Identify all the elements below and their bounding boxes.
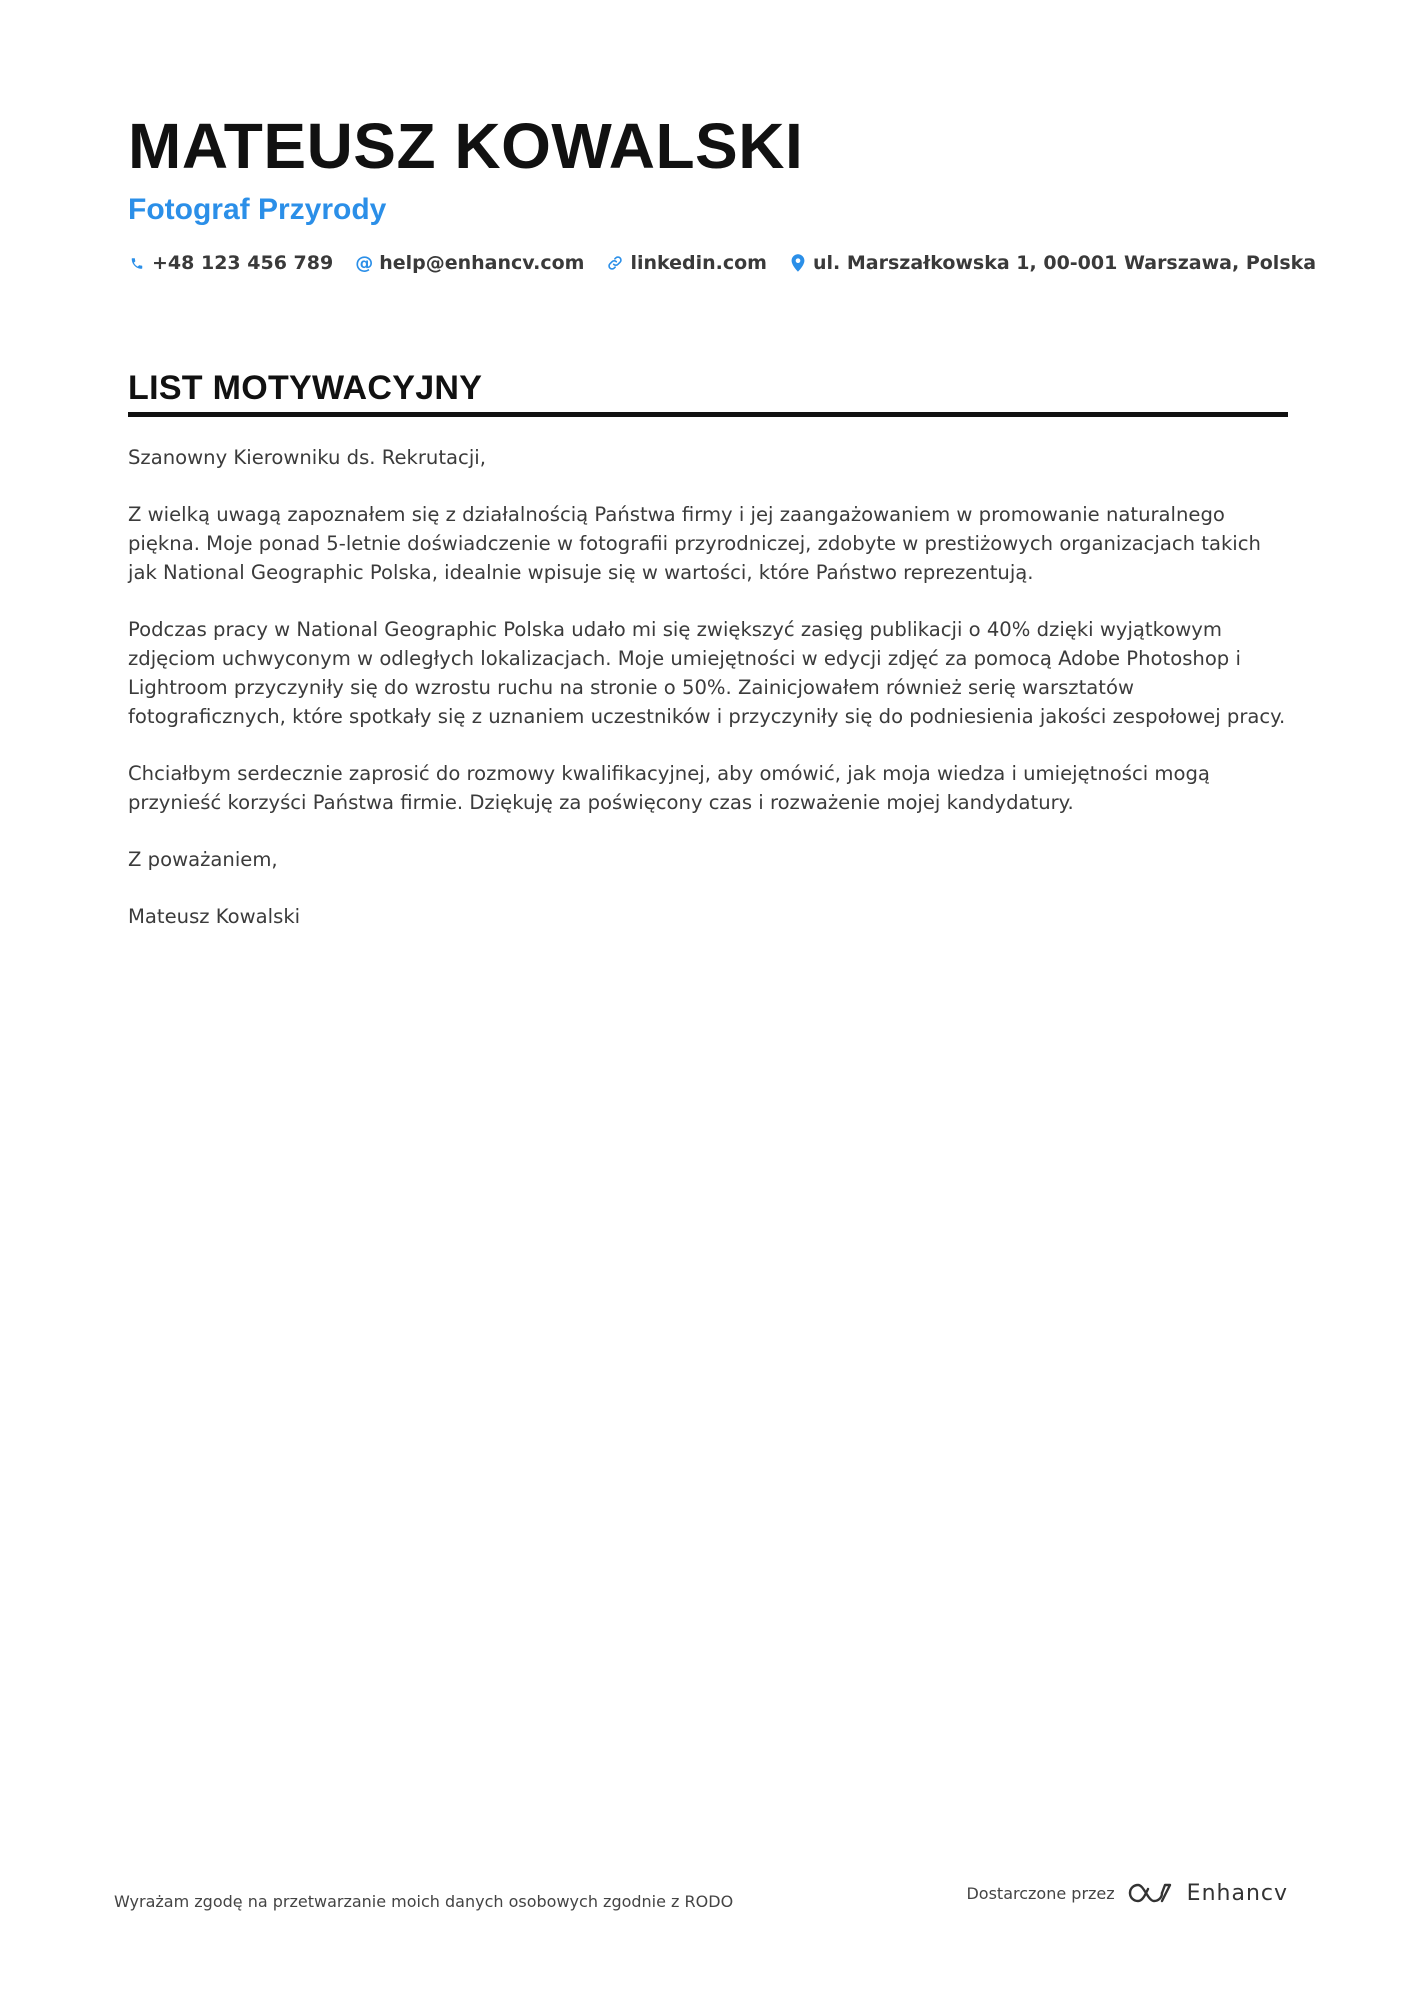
- contact-email: [355, 252, 584, 274]
- letter-paragraph: Podczas pracy w National Geographic Polska udało mi się zwiększyć zasięg publikacji o 40% dzięki wyjątkowym zdjęciom uchwyconym w odległych lokalizacjach. Moje umiejętności w edycji zdjęć za pomocą Adobe Photoshop i Lightroom przyczyniły się do wzrostu ruchu na stronie o 50%. Zainicjowałem również serię warsztatów fotograficznych, które spotkały się z uznaniem uczestników i przyczyniły się do podniesienia jakości zespołowej pracy.: [128, 618, 1286, 728]
- letter-paragraph: Z wielką uwagą zapoznałem się z działalnością Państwa firmy i jej zaangażowaniem w promowanie naturalnego piękna. Moje ponad 5-letnie doświadczenie w fotografii przyrodniczej, zdobyte w prestiżowych organizacjach takich jak National Geographic Polska, idealnie wpisuje się w wartości, które Państwo reprezentują.: [128, 503, 1261, 584]
- powered-by-label: Dostarczone przez: [966, 1883, 1115, 1903]
- contact-bar: [128, 252, 1317, 274]
- brand-name: Enhancv: [1186, 1880, 1288, 1906]
- letter-greeting: Szanowny Kierowniku ds. Rekrutacji,: [128, 446, 486, 469]
- header: [128, 106, 1317, 274]
- letter-closing: Z poważaniem,: [128, 848, 278, 871]
- contact-linkedin-text[interactable]: linkedin.com: [630, 252, 767, 274]
- section-title: LIST MOTYWACYJNY: [128, 369, 483, 407]
- link-icon: [606, 253, 624, 273]
- job-title: Fotograf Przyrody: [128, 193, 387, 226]
- letter-paragraph: Chciałbym serdecznie zaprosić do rozmowy kwalifikacyjnej, aby omówić, jak moja wiedza i umiejętności mogą przynieść korzyści Państwa firmie. Dziękuję za poświęcony czas i rozważenie mojej kandydatury.: [128, 762, 1210, 814]
- enhancv-logo-icon: [1127, 1880, 1173, 1906]
- contact-email-text[interactable]: help@enhancv.com: [379, 252, 585, 274]
- powered-by[interactable]: [966, 1880, 1288, 1906]
- gdpr-consent-note: Wyrażam zgodę na przetwarzanie moich danych osobowych zgodnie z RODO: [114, 1892, 734, 1911]
- cover-letter-section: [128, 366, 1288, 959]
- contact-address-text: ul. Marszałkowska 1, 00-001 Warszawa, Polska: [812, 252, 1317, 274]
- letter-signature: Mateusz Kowalski: [128, 905, 301, 928]
- candidate-name: MATEUSZ KOWALSKI: [128, 110, 804, 182]
- contact-linkedin: [606, 252, 767, 274]
- contact-phone: [128, 252, 333, 274]
- letter-body: [128, 443, 1288, 931]
- location-pin-icon: [789, 253, 807, 273]
- phone-icon: [128, 253, 146, 273]
- section-divider: [128, 412, 1288, 417]
- at-icon: @: [355, 252, 374, 274]
- contact-address: [789, 252, 1316, 274]
- contact-phone-text[interactable]: +48 123 456 789: [152, 252, 334, 274]
